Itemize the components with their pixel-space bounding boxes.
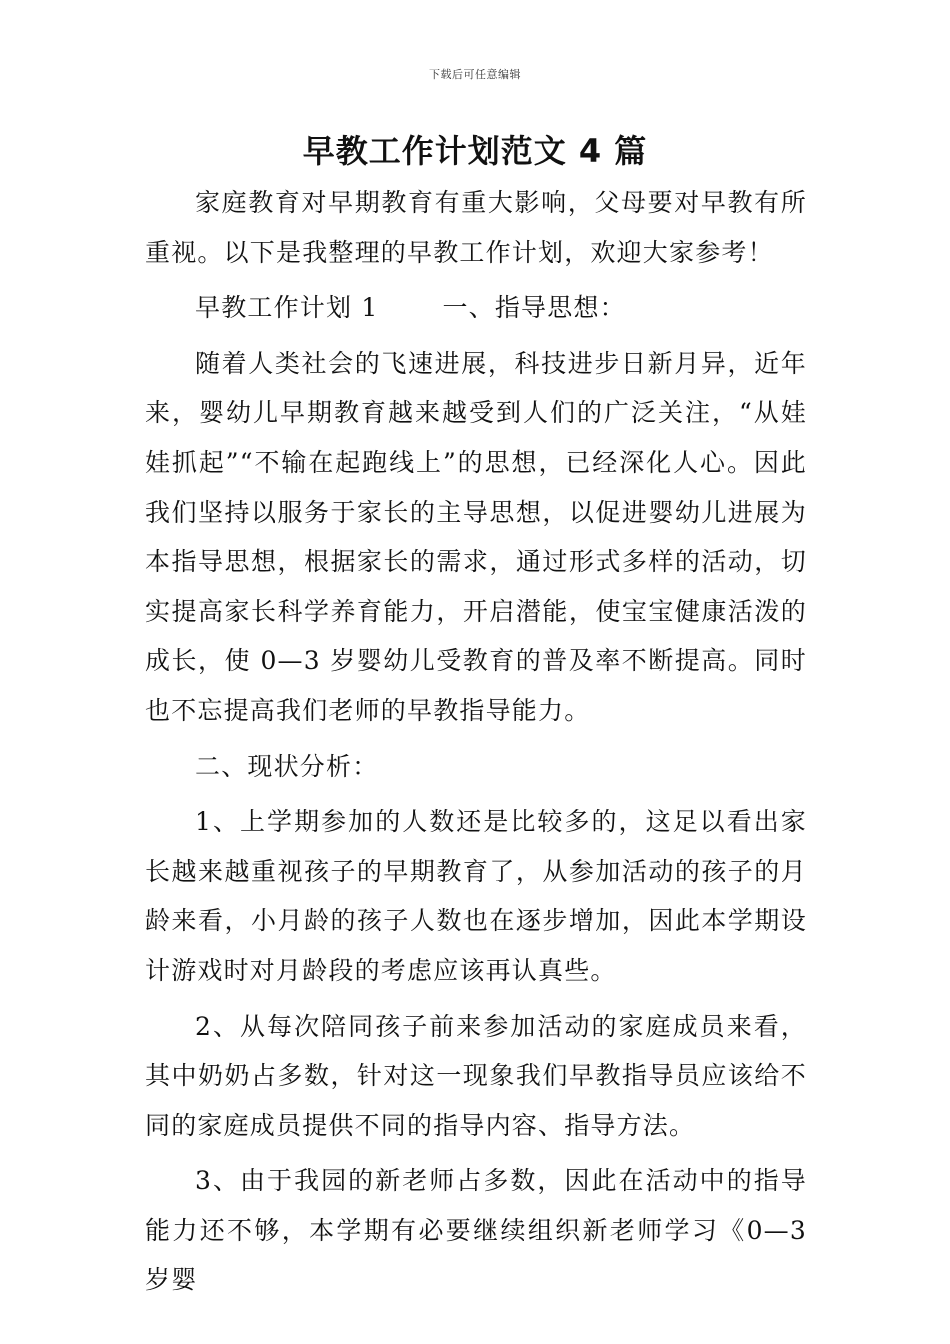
intro-paragraph: 家庭教育对早期教育有重大影响，父母要对早教有所重视。以下是我整理的早教工作计划，欢迎大家参考！ [145,188,807,267]
plan-label: 早教工作计划 1 [195,293,379,323]
section-heading-status-analysis: 二、现状分析： [195,751,379,781]
guiding-thought-paragraph: 随着人类社会的飞速进展，科技进步日新月异，近年来，婴幼儿早期教育越来越受到人们的广泛关注，“从娃娃抓起”“不输在起跑线上”的思想，已经深化人心。因此我们坚持以服务于家长的主导思想，以促进婴幼儿进展为本指导思想，根据家长的需求，通过形式多样的活动，切实提高家长科学养育能力，开启潜能，使宝宝健康活泼的成长，使 0—3 岁婴幼儿受教育的普及率不断提高。同时也不忘提高我们老师的早教指导能力。 [145,348,807,725]
document-body [145,178,807,1305]
plan-heading-line [145,283,807,333]
status-item-3: 3、由于我园的新老师占多数，因此在活动中的指导能力还不够，本学期有必要继续组织新老师学习《0—3 岁婴 [145,1166,807,1295]
header-note: 下载后可任意编辑 [429,68,521,81]
document-title: 早教工作计划范文 4 篇 [302,132,648,170]
section-heading-guiding-thought: 一、指导思想： [442,293,626,323]
status-item-2: 2、从每次陪同孩子前来参加活动的家庭成员来看，其中奶奶占多数，针对这一现象我们早教指导员应该给不同的家庭成员提供不同的指导内容、指导方法。 [145,1011,807,1140]
status-item-1: 1、上学期参加的人数还是比较多的，这足以看出家长越来越重视孩子的早期教育了，从参加活动的孩子的月龄来看，小月龄的孩子人数也在逐步增加，因此本学期设计游戏时对月龄段的考虑应该再认真些。 [145,807,807,985]
